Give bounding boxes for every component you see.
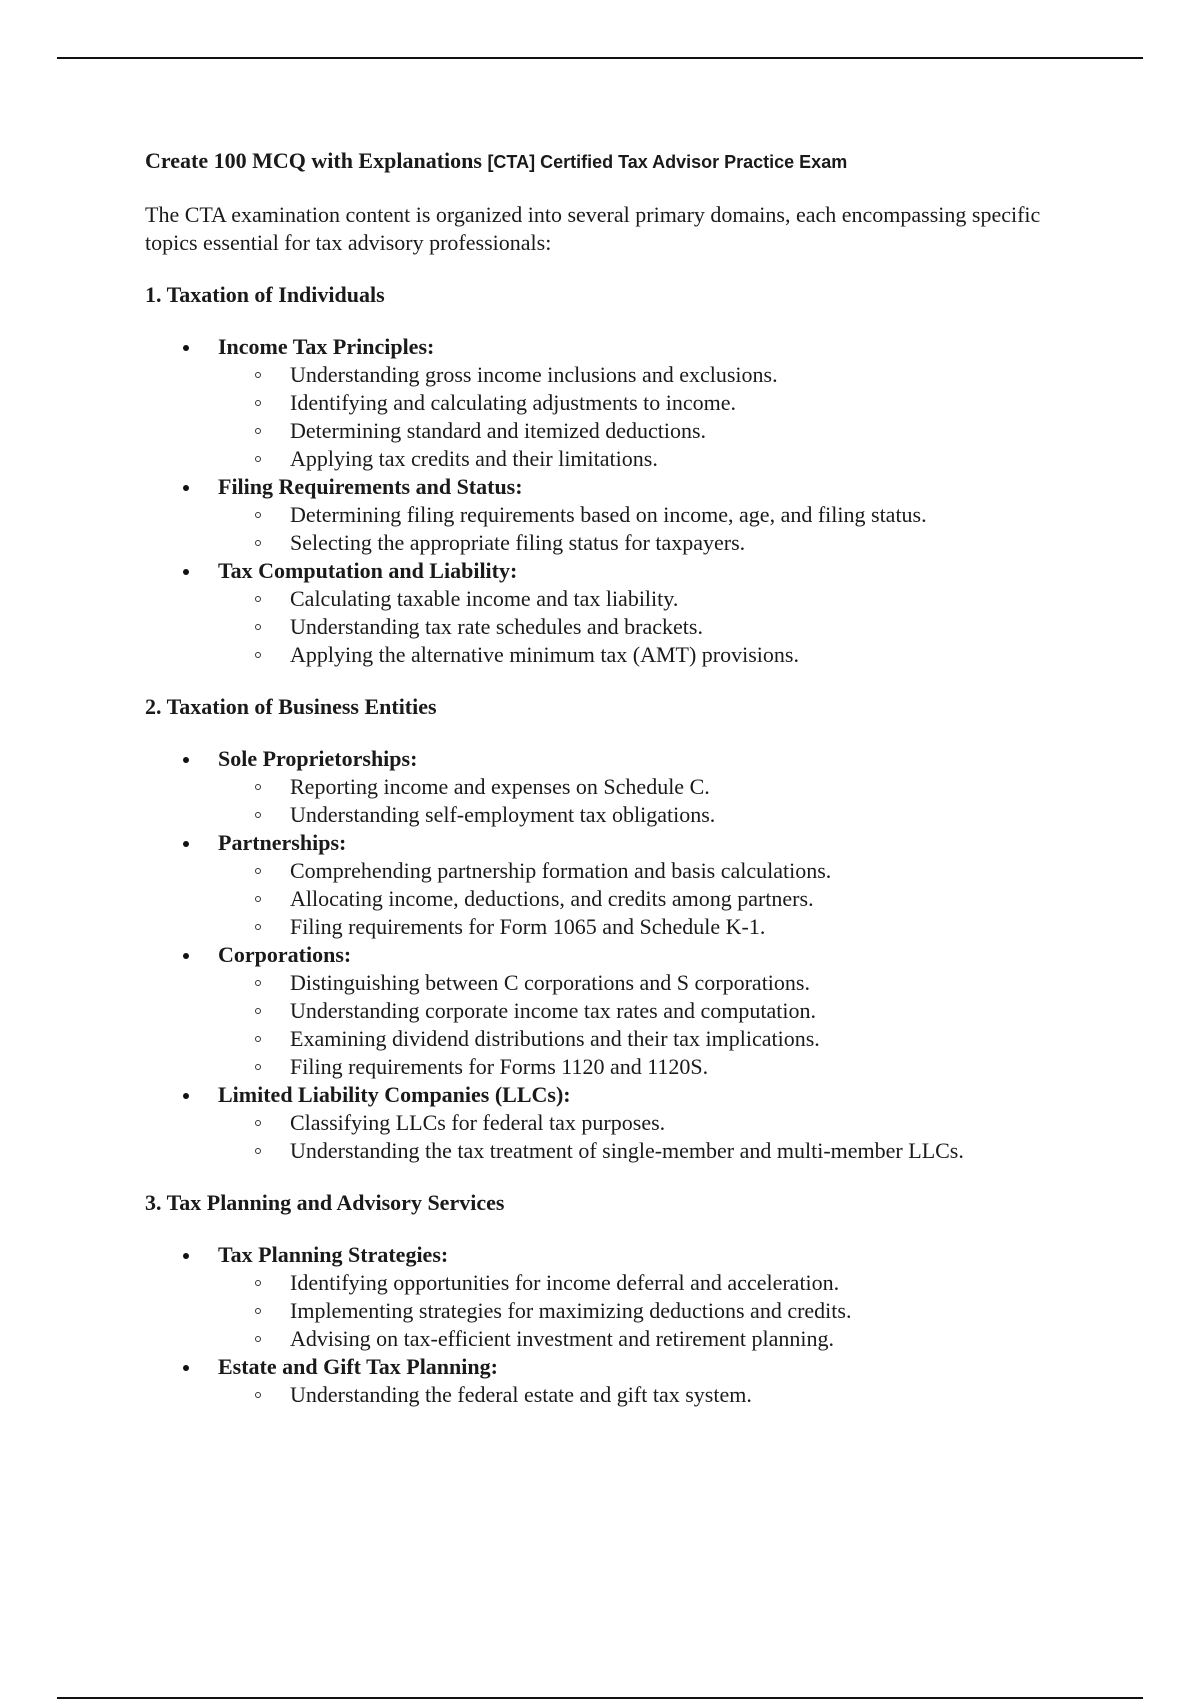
subtopic-item <box>218 801 1075 829</box>
hollow-circle-bullet-icon <box>255 980 261 986</box>
subtopic-item <box>218 445 1075 473</box>
hollow-circle-bullet-icon <box>255 1336 261 1342</box>
subtopic-item <box>218 501 1075 529</box>
bullet-icon <box>183 1365 189 1371</box>
topic-label: Income Tax Principles: <box>218 334 435 359</box>
subtopic-list <box>218 969 1075 1081</box>
section-heading: 1. Taxation of Individuals <box>145 282 385 307</box>
subtopic-text: Selecting the appropriate filing status for taxpayers. <box>290 530 746 555</box>
subtopic-list <box>218 1109 1075 1165</box>
hollow-circle-bullet-icon <box>255 624 261 630</box>
subtopic-list <box>218 361 1075 473</box>
subtopic-text: Allocating income, deductions, and credits among partners. <box>290 886 814 911</box>
bullet-icon <box>183 485 189 491</box>
hollow-circle-bullet-icon <box>255 1392 261 1398</box>
bullet-icon <box>183 841 189 847</box>
subtopic-item <box>218 361 1075 389</box>
hollow-circle-bullet-icon <box>255 540 261 546</box>
subtopic-item <box>218 389 1075 417</box>
topic-label: Tax Planning Strategies: <box>218 1242 449 1267</box>
bullet-icon <box>183 953 189 959</box>
hollow-circle-bullet-icon <box>255 428 261 434</box>
hollow-circle-bullet-icon <box>255 924 261 930</box>
topic-item <box>145 941 1075 1081</box>
header-rule <box>57 57 1143 59</box>
subtopic-text: Filing requirements for Form 1065 and Schedule K-1. <box>290 914 766 939</box>
subtopic-text: Understanding the federal estate and gift tax system. <box>290 1382 752 1407</box>
topic-label: Estate and Gift Tax Planning: <box>218 1354 498 1379</box>
subtopic-item <box>218 1109 1075 1137</box>
subtopic-item <box>218 641 1075 669</box>
bullet-icon <box>183 757 189 763</box>
subtopic-text: Filing requirements for Forms 1120 and 1120S. <box>290 1054 709 1079</box>
subtopic-text: Calculating taxable income and tax liability. <box>290 586 679 611</box>
topic-item <box>145 829 1075 941</box>
subtopic-item <box>218 1137 1075 1165</box>
hollow-circle-bullet-icon <box>255 512 261 518</box>
subtopic-item <box>218 969 1075 997</box>
topic-list <box>145 1241 1075 1409</box>
subtopic-item <box>218 857 1075 885</box>
subtopic-text: Understanding the tax treatment of single-member and multi-member LLCs. <box>290 1138 964 1163</box>
subtopic-item <box>218 885 1075 913</box>
subtopic-item <box>218 613 1075 641</box>
topic-list <box>145 333 1075 669</box>
subtopic-list <box>218 585 1075 669</box>
subtopic-text: Reporting income and expenses on Schedule C. <box>290 774 710 799</box>
bullet-icon <box>183 1253 189 1259</box>
footer-rule <box>57 1697 1143 1699</box>
subtopic-text: Implementing strategies for maximizing deductions and credits. <box>290 1298 852 1323</box>
topic-list <box>145 745 1075 1165</box>
subtopic-list <box>218 1269 1075 1353</box>
hollow-circle-bullet-icon <box>255 1064 261 1070</box>
subtopic-text: Advising on tax-efficient investment and retirement planning. <box>290 1326 834 1351</box>
hollow-circle-bullet-icon <box>255 400 261 406</box>
subtopic-item <box>218 1325 1075 1353</box>
subtopic-text: Examining dividend distributions and their tax implications. <box>290 1026 820 1051</box>
subtopic-item <box>218 913 1075 941</box>
hollow-circle-bullet-icon <box>255 1308 261 1314</box>
hollow-circle-bullet-icon <box>255 1036 261 1042</box>
topic-item <box>145 333 1075 473</box>
bullet-icon <box>183 345 189 351</box>
topic-item <box>145 1241 1075 1353</box>
subtopic-text: Understanding tax rate schedules and brackets. <box>290 614 703 639</box>
topic-item <box>145 1353 1075 1409</box>
hollow-circle-bullet-icon <box>255 1008 261 1014</box>
section-heading: 3. Tax Planning and Advisory Services <box>145 1190 505 1215</box>
subtopic-item <box>218 1297 1075 1325</box>
subtopic-list <box>218 773 1075 829</box>
subtopic-text: Identifying opportunities for income deferral and acceleration. <box>290 1270 840 1295</box>
topic-label: Limited Liability Companies (LLCs): <box>218 1082 571 1107</box>
hollow-circle-bullet-icon <box>255 372 261 378</box>
topic-item <box>145 745 1075 829</box>
subtopic-text: Determining filing requirements based on income, age, and filing status. <box>290 502 927 527</box>
page-title <box>145 146 1075 177</box>
subtopic-item <box>218 1381 1075 1409</box>
hollow-circle-bullet-icon <box>255 596 261 602</box>
hollow-circle-bullet-icon <box>255 456 261 462</box>
subtopic-text: Understanding corporate income tax rates and computation. <box>290 998 816 1023</box>
subtopic-text: Classifying LLCs for federal tax purposes. <box>290 1110 666 1135</box>
sections-container <box>145 280 1075 1409</box>
subtopic-item <box>218 1269 1075 1297</box>
subtopic-list <box>218 501 1075 557</box>
subtopic-text: Applying tax credits and their limitations. <box>290 446 658 471</box>
subtopic-text: Comprehending partnership formation and basis calculations. <box>290 858 832 883</box>
subtopic-text: Understanding self-employment tax obligations. <box>290 802 716 827</box>
subtopic-item <box>218 417 1075 445</box>
subtopic-text: Understanding gross income inclusions and exclusions. <box>290 362 778 387</box>
subtopic-item <box>218 585 1075 613</box>
bullet-icon <box>183 1093 189 1099</box>
hollow-circle-bullet-icon <box>255 1148 261 1154</box>
hollow-circle-bullet-icon <box>255 812 261 818</box>
topic-label: Tax Computation and Liability: <box>218 558 518 583</box>
subtopic-item <box>218 773 1075 801</box>
topic-label: Filing Requirements and Status: <box>218 474 523 499</box>
topic-item <box>145 557 1075 669</box>
subtopic-item <box>218 997 1075 1025</box>
subtopic-list <box>218 1381 1075 1409</box>
subtopic-text: Applying the alternative minimum tax (AMT) provisions. <box>290 642 799 667</box>
subtopic-text: Identifying and calculating adjustments to income. <box>290 390 736 415</box>
hollow-circle-bullet-icon <box>255 868 261 874</box>
hollow-circle-bullet-icon <box>255 784 261 790</box>
title-main: Create 100 MCQ with Explanations <box>145 148 482 173</box>
hollow-circle-bullet-icon <box>255 652 261 658</box>
hollow-circle-bullet-icon <box>255 1280 261 1286</box>
section-heading: 2. Taxation of Business Entities <box>145 694 437 719</box>
subtopic-text: Determining standard and itemized deductions. <box>290 418 707 443</box>
title-subtitle: [CTA] Certified Tax Advisor Practice Exam <box>487 152 848 172</box>
subtopic-list <box>218 857 1075 941</box>
topic-label: Corporations: <box>218 942 352 967</box>
topic-item <box>145 473 1075 557</box>
subtopic-item <box>218 529 1075 557</box>
topic-label: Partnerships: <box>218 830 347 855</box>
subtopic-item <box>218 1053 1075 1081</box>
subtopic-item <box>218 1025 1075 1053</box>
topic-item <box>145 1081 1075 1165</box>
subtopic-text: Distinguishing between C corporations and S corporations. <box>290 970 810 995</box>
topic-label: Sole Proprietorships: <box>218 746 418 771</box>
document-body <box>145 146 1075 1409</box>
intro-paragraph: The CTA examination content is organized into several primary domains, each encompassing specific topics essential for tax advisory professionals: <box>145 202 1041 255</box>
bullet-icon <box>183 569 189 575</box>
hollow-circle-bullet-icon <box>255 1120 261 1126</box>
hollow-circle-bullet-icon <box>255 896 261 902</box>
